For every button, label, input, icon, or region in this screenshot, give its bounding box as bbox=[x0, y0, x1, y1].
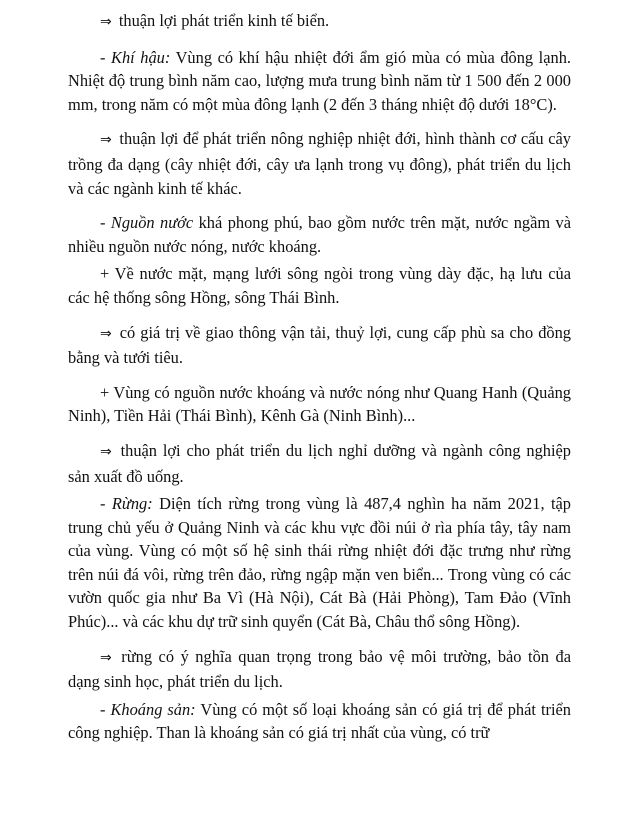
paragraph-minerals bbox=[68, 698, 571, 745]
paragraph-climate bbox=[68, 46, 571, 117]
paragraph-text: có giá trị về giao thông vận tải, thuỷ lợi, cung cấp phù sa cho đồng bằng và tưới tiêu. bbox=[68, 322, 571, 368]
bullet-dash: - bbox=[100, 213, 111, 233]
section-label-water: Nguồn nước bbox=[110, 213, 194, 233]
implies-arrow-icon: ⇒ bbox=[100, 325, 112, 342]
paragraph-water-resources bbox=[68, 211, 571, 258]
paragraph-text: Diện tích rừng trong vùng là 487,4 nghìn ha năm 2021, tập trung chủ yếu ở Quảng Ninh và các khu vực đồi núi ở rìa phía tây, tây nam của vùng. Vùng có một số hệ sinh thái rừng nhiệt đới đặc trưng như rừng trên núi đá vôi, rừng trên đảo, rừng ngập mặn ven biển... Trong vùng có các vườn quốc gia như Ba Vì (Hà Nội), Cát Bà (Hải Phòng), Tam Đảo (Vĩnh Phúc)... và các khu dự trữ sinh quyển (Cát Bà, Châu thổ sông Hồng). bbox=[68, 494, 571, 632]
paragraph-mineral-water bbox=[68, 381, 571, 428]
paragraph-climate-conclusion bbox=[68, 127, 571, 200]
paragraph-forest bbox=[68, 492, 571, 634]
bullet-dash: - bbox=[100, 494, 112, 514]
paragraph-surface-water bbox=[68, 262, 571, 309]
implies-arrow-icon: ⇒ bbox=[100, 132, 112, 149]
paragraph-surface-water-conclusion bbox=[68, 321, 571, 370]
section-label-forest: Rừng: bbox=[111, 494, 153, 514]
paragraph-text: thuận lợi cho phát triển du lịch nghỉ dưỡng và ngành công nghiệp sản xuất đồ uống. bbox=[68, 440, 571, 486]
section-label-climate: Khí hậu: bbox=[111, 47, 171, 67]
paragraph-text: Vùng có khí hậu nhiệt đới ẩm gió mùa có mùa đông lạnh. Nhiệt độ trung bình năm cao, lượng mưa trung bình năm từ 1 500 đến 2 000 mm, trong năm có một mùa đông lạnh (2 đến 3 tháng nhiệt độ dưới 18°C). bbox=[68, 47, 571, 114]
implies-arrow-icon: ⇒ bbox=[100, 443, 112, 460]
paragraph-text: khá phong phú, bao gồm nước trên mặt, nước ngầm và nhiều nguồn nước nóng, nước khoáng. bbox=[68, 213, 572, 256]
paragraph-mineral-water-conclusion bbox=[68, 439, 571, 488]
paragraph-sea-economy-conclusion bbox=[68, 9, 571, 35]
paragraph-text: rừng có ý nghĩa quan trọng trong bảo vệ môi trường, bảo tồn đa dạng sinh học, phát triển du lịch. bbox=[68, 646, 571, 692]
paragraph-text: + Vùng có nguồn nước khoáng và nước nóng như Quang Hanh (Quảng Ninh), Tiền Hải (Thái Bình), Kênh Gà (Ninh Bình)... bbox=[68, 382, 571, 426]
bullet-dash: - bbox=[100, 47, 112, 67]
section-label-minerals: Khoáng sản: bbox=[110, 699, 196, 719]
paragraph-text: + Về nước mặt, mạng lưới sông ngòi trong vùng dày đặc, hạ lưu của các hệ thống sông Hồng, sông Thái Bình. bbox=[68, 264, 571, 307]
implies-arrow-icon: ⇒ bbox=[100, 649, 112, 666]
paragraph-text: thuận lợi để phát triển nông nghiệp nhiệt đới, hình thành cơ cấu cây trồng đa dạng (cây nhiệt đới, cây ưa lạnh trong vụ đông), phát triển du lịch và các ngành kinh tế khác. bbox=[68, 129, 571, 198]
bullet-dash: - bbox=[100, 699, 111, 719]
paragraph-forest-conclusion bbox=[68, 645, 571, 694]
implies-arrow-icon: ⇒ bbox=[100, 14, 112, 30]
paragraph-text: Vùng có một số loại khoáng sản có giá trị để phát triển công nghiệp. Than là khoáng sản có giá trị nhất của vùng, có trữ bbox=[68, 699, 572, 743]
paragraph-text: thuận lợi phát triển kinh tế biển. bbox=[114, 11, 330, 30]
